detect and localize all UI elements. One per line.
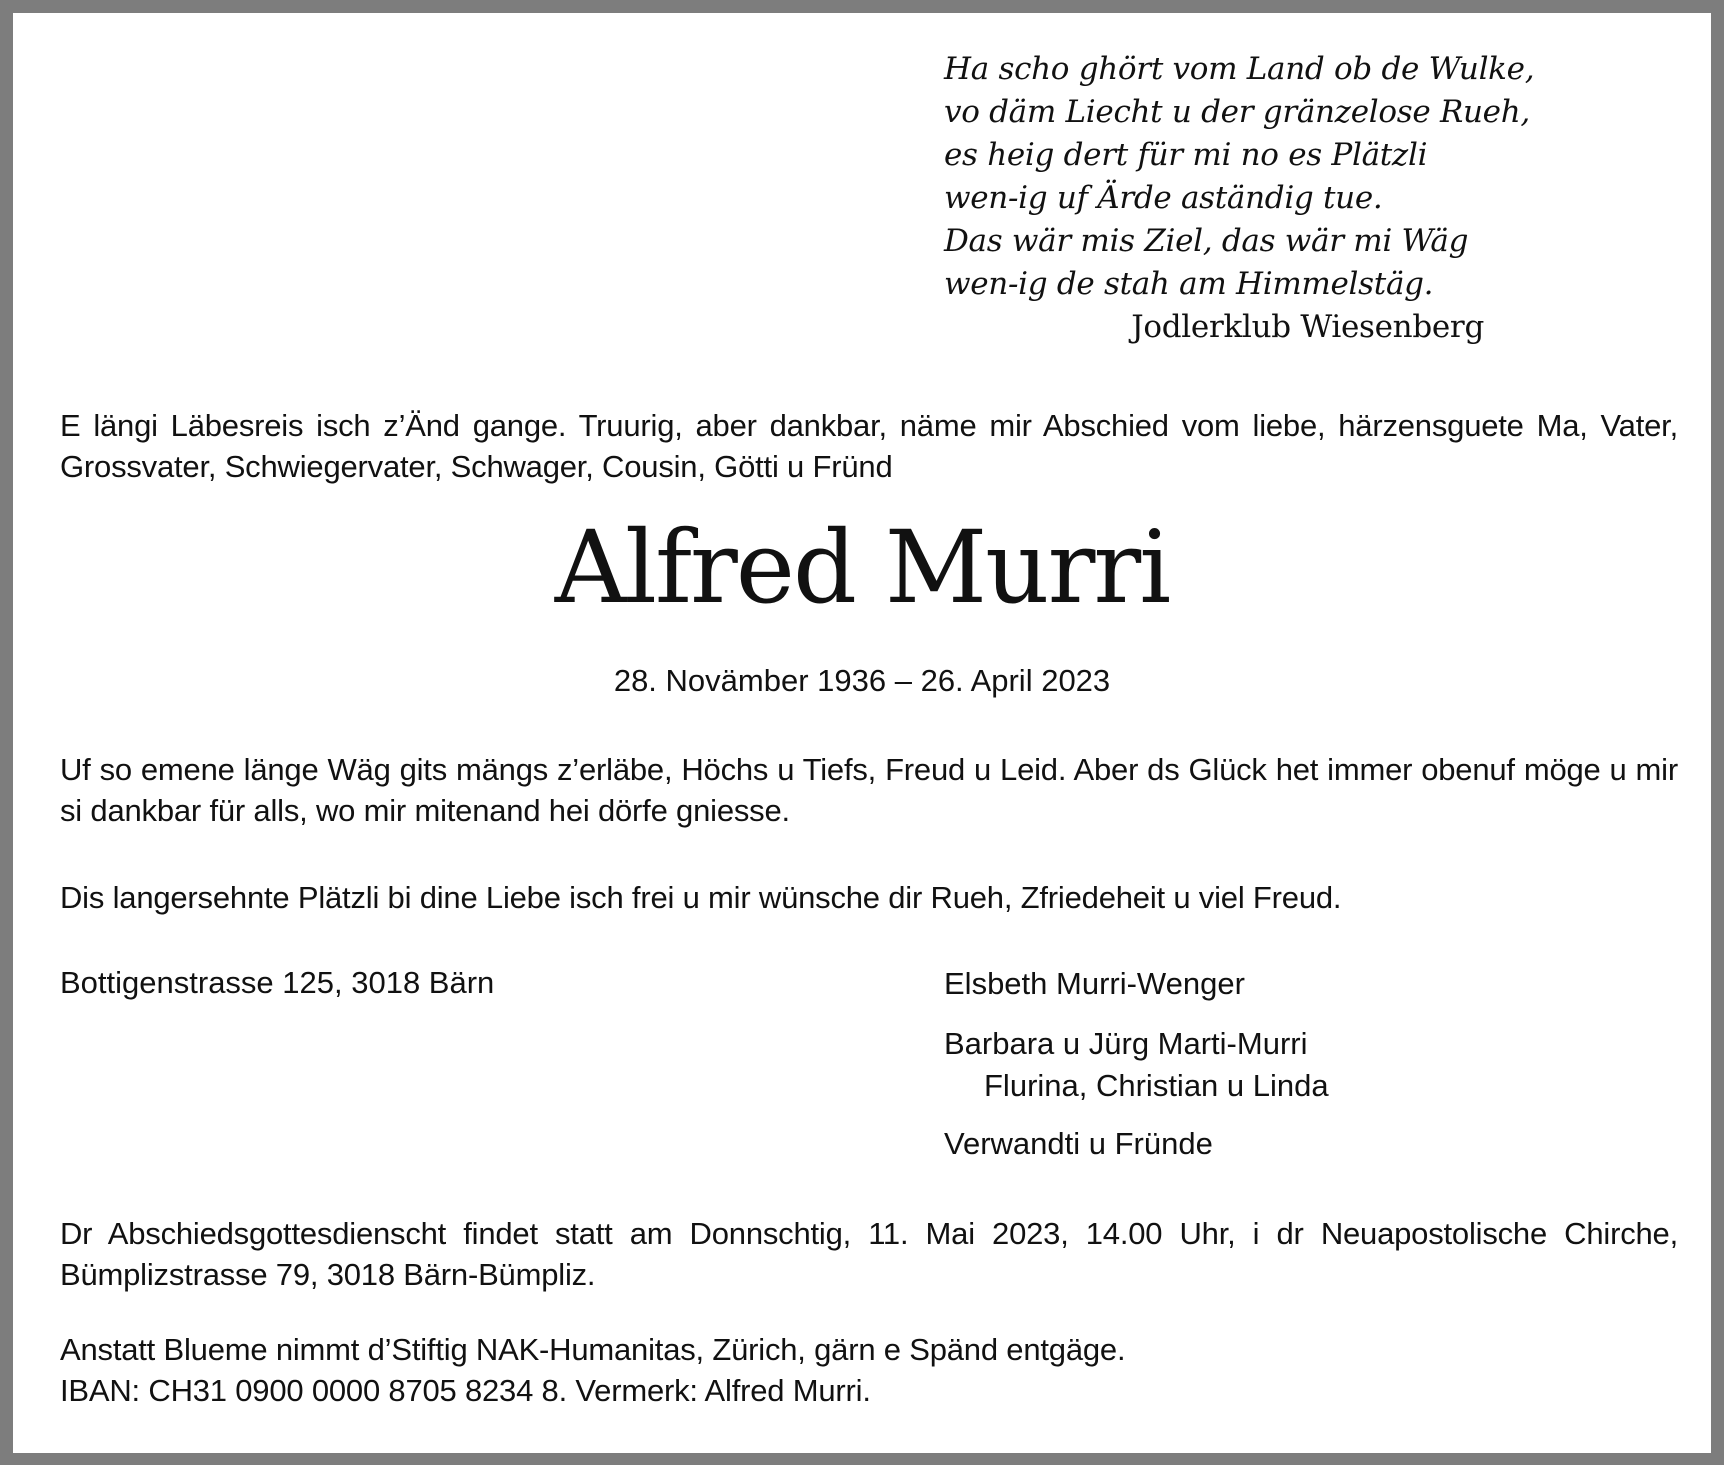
family-address: Bottigenstrasse 125, 3018 Bärn xyxy=(60,965,495,1000)
mourner-spouse: Elsbeth Murri-Wenger xyxy=(944,966,1245,1001)
donation-info xyxy=(60,1329,1678,1411)
obituary-notice xyxy=(13,13,1711,1453)
memorial-paragraph-2: Dis langersehnte Plätzli bi dine Liebe isch frei u mir wünsche dir Rueh, Zfriedeheit u viel Freud. xyxy=(60,880,1342,915)
poem-line: wen-ig uf Ärde aständig tue. xyxy=(944,180,1383,216)
iban-line: IBAN: CH31 0900 0000 8705 8234 8. Vermerk: Alfred Murri. xyxy=(60,1373,871,1408)
memorial-paragraph: Uf so emene länge Wäg gits mängs z’erläbe, Höchs u Tiefs, Freud u Leid. Aber ds Glück het immer obenuf möge u mir si dankbar für alls, wo mir mitenand hei dörfe gniesse. xyxy=(60,752,1678,828)
poem-line: wen-ig de stah am Himmelstäg. xyxy=(944,266,1434,302)
mourner-relatives: Verwandti u Fründe xyxy=(944,1126,1213,1161)
poem-line: es heig dert für mi no es Plätzli xyxy=(944,137,1428,173)
intro-text: E längi Läbesreis isch z’Änd gange. Truurig, aber dankbar, näme mir Abschied vom liebe, härzensguete Ma, Vater, Grossvater, Schwiegervater, Schwager, Cousin, Götti u Fründ xyxy=(60,408,1678,484)
deceased-name: Alfred Murri xyxy=(554,509,1170,626)
mourner-daughter: Barbara u Jürg Marti-Murri xyxy=(944,1026,1308,1061)
service-info: Dr Abschiedsgottesdienscht findet statt am Donnschtig, 11. Mai 2023, 14.00 Uhr, i dr Neuapostolische Chirche, Bümplizstrasse 79, 3018 Bärn-Bümpliz. xyxy=(60,1216,1678,1292)
poem xyxy=(944,48,1535,349)
poem-author: Jodlerklub Wiesenberg xyxy=(1131,309,1484,345)
poem-line: Das wär mis Ziel, das wär mi Wäg xyxy=(944,223,1469,259)
poem-line: vo däm Liecht u der gränzelose Rueh, xyxy=(944,94,1530,130)
mourners-list xyxy=(944,963,1329,1165)
donation-line: Anstatt Blueme nimmt d’Stiftig NAK-Humanitas, Zürich, gärn e Spänd entgäge. xyxy=(60,1332,1126,1367)
life-dates: 28. Novämber 1936 – 26. April 2023 xyxy=(613,663,1111,698)
mourner-grandchildren: Flurina, Christian u Linda xyxy=(984,1068,1329,1103)
poem-line: Ha scho ghört vom Land ob de Wulke, xyxy=(944,51,1535,87)
